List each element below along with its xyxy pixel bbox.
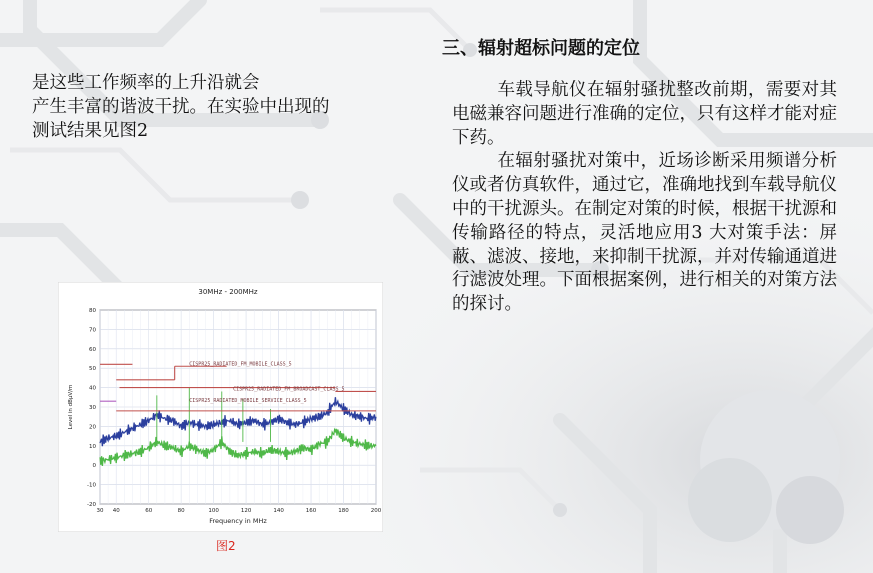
x-tick-label: 160 — [305, 508, 317, 514]
y-tick-label: 40 — [89, 385, 96, 392]
x-tick-label: 180 — [338, 508, 349, 514]
x-tick-label: 80 — [177, 508, 185, 514]
emission-chart — [58, 282, 383, 532]
limit-label: CISPR25_RADIATED_FM_MOBILE_CLASS_5 — [189, 361, 292, 368]
y-tick-label: -20 — [87, 502, 96, 508]
left-paragraph — [32, 71, 412, 143]
y-axis-label: Level in dBμV/m — [68, 384, 74, 430]
x-tick-label: 200 — [370, 508, 382, 514]
y-tick-label: 60 — [89, 346, 96, 353]
chart-title: 30MHz - 200MHz — [198, 288, 258, 296]
limit-label: CISPR25_RADIATED_MOBILE_SERVICE_CLASS_5 — [189, 398, 307, 405]
y-tick-label: 0 — [92, 463, 96, 470]
left-line: 测试结果见图2 — [32, 121, 149, 141]
paragraph-strategy: 在辐射骚扰对策中，近场诊断采用频谱分析仪或者仿真软件，通过它，准确地找到车载导航仪中的干扰源头。在制定对策的时候，根据干扰源和传输路径的特点，灵活地应用3 大对策手法：屏蔽、滤波、接地，来抑制干扰源，并对传输通道进行滤波处理。下面根据案例，进行相关的对策方法的探讨。 — [452, 151, 837, 315]
figure-caption: 图2 — [216, 539, 236, 553]
y-tick-label: 10 — [89, 443, 96, 450]
figure-2 — [58, 282, 383, 532]
right-body — [452, 79, 837, 317]
y-tick-label: 70 — [89, 327, 96, 334]
x-tick-label: 60 — [145, 508, 153, 514]
x-tick-label: 140 — [273, 508, 284, 514]
left-line: 产生丰富的谐波干扰。在实验中出现的 — [32, 97, 330, 117]
y-tick-label: 20 — [89, 424, 96, 431]
section-heading: 三、辐射超标问题的定位 — [442, 38, 640, 59]
x-axis-label: Frequency in MHz — [209, 517, 267, 525]
paragraph-intro: 车载导航仪在辐射骚扰整改前期，需要对其电磁兼容问题进行准确的定位，只有这样才能对症下药。 — [452, 80, 837, 148]
x-tick-label: 120 — [240, 508, 252, 514]
y-tick-label: -10 — [87, 482, 96, 489]
y-tick-label: 50 — [89, 366, 96, 373]
limit-label: CISPR25_RADIATED_FM_BROADCAST_CLASS_5 — [233, 386, 345, 393]
y-tick-label: 80 — [89, 308, 96, 314]
y-tick-label: 30 — [89, 405, 96, 411]
left-line: 是这些工作频率的上升沿就会 — [32, 73, 260, 93]
x-tick-label: 40 — [112, 508, 120, 514]
x-tick-label: 100 — [208, 508, 219, 514]
x-tick-label: 30 — [96, 508, 104, 514]
